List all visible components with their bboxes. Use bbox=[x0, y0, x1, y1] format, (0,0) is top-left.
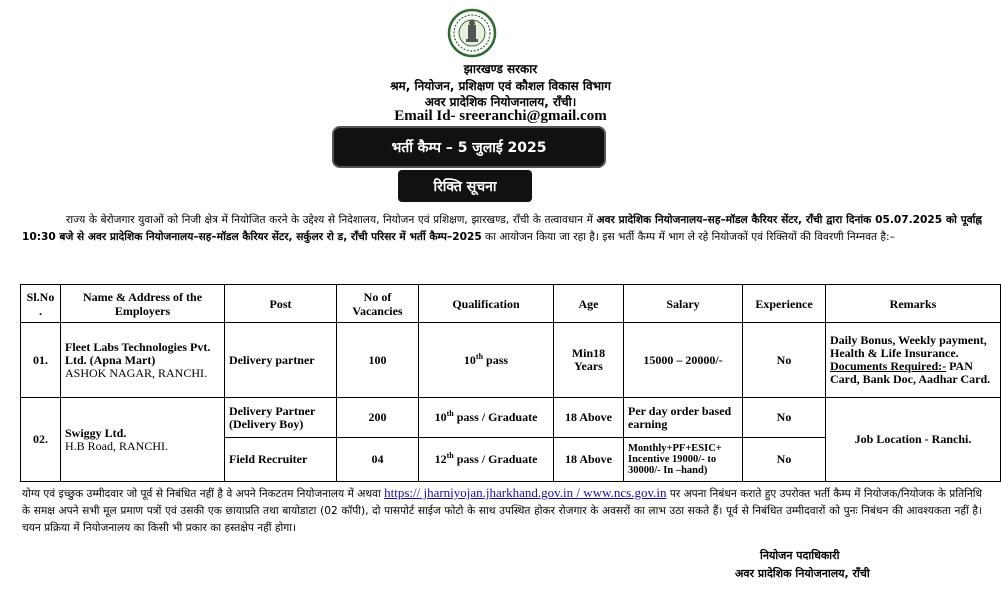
footer-text-2: पर अपना निबंधन कराते हुए उपरोक्त भर्ती कैम्प में नियोजक/नियोजक के प्रतिनिधि के समक्ष अपने सभी मूल प्रमाण पत्रों एवं उसकी एक छायाप्रति तथा बायोडाटा (02 कॉपी), दो पासपोर्ट साईज फोटो के साथ उपस्थित होकर रोजगार के अवसरों का लाभ उठा सकते हैं। पूर्व से निबंधित उम्मीदवारों को पुनः निबंधन की आवश्यकता नहीं है। चयन प्रक्रिया में नियोजनालय का किसी भी प्रकार का हस्तक्षेप नहीं होगा। bbox=[22, 488, 982, 534]
notice-title-banner: रिक्ति सूचना bbox=[398, 170, 532, 202]
footer-text-1: योग्य एवं इच्छुक उम्मीदवार जो पूर्व से निबंधित नहीं है वे अपने निकटतम नियोजनालय में अथवा bbox=[22, 488, 385, 500]
intro-text-1: राज्य के बेरोजगार युवाओं को निजी क्षेत्र में नियोजित करने के उद्देश्य से निदेशालय, नियोजन एवं प्रशिक्षण, झारखण्ड, राँची के तत्वावधान में bbox=[66, 214, 597, 226]
header-experience: Experience bbox=[743, 285, 826, 323]
row3-vacancies: 04 bbox=[337, 438, 419, 482]
jharkhand-emblem-icon bbox=[447, 8, 497, 58]
row1-employer-name: Fleet Labs Technologies Pvt. Ltd. (Apna Mart) bbox=[65, 339, 211, 367]
department-name: श्रम, नियोजन, प्रशिक्षण एवं कौशल विकास विभाग bbox=[390, 79, 611, 93]
row3-qualification bbox=[419, 438, 554, 482]
row3-post: Field Recruiter bbox=[225, 438, 337, 482]
row3-salary: Monthly+PF+ESIC+ Incentive 19000/- to 30000/- In –hand) bbox=[624, 438, 743, 482]
row3-qual-rest: pass / Graduate bbox=[453, 452, 538, 466]
office-name: अवर प्रादेशिक नियोजनालय, राँची। bbox=[424, 95, 577, 109]
row1-post: Delivery partner bbox=[225, 323, 337, 398]
intro-paragraph bbox=[22, 212, 982, 246]
row1-salary: 15000 – 20000/- bbox=[624, 323, 743, 398]
table-header-row bbox=[21, 285, 1001, 323]
row1-qual-sup: th bbox=[475, 351, 484, 361]
row2-employer bbox=[61, 398, 225, 482]
intro-text-2: का आयोजन किया जा रहा है। इस भर्ती कैम्प में भाग ले रहे नियोजकों एवं रिक्तियों की विवरणी निम्नवत है:– bbox=[481, 231, 895, 243]
email-id: Email Id- sreeranchi@gmail.com bbox=[394, 108, 607, 124]
row1-qual-rest: pass bbox=[483, 352, 509, 367]
row1-vacancies: 100 bbox=[337, 323, 419, 398]
signature-office: अवर प्रादेशिक नियोजनालय, राँची bbox=[735, 567, 870, 580]
row3-experience: No bbox=[743, 438, 826, 482]
row2-qual-rest: pass / Graduate bbox=[453, 410, 538, 424]
row3-qual-sup: th bbox=[446, 451, 454, 460]
row2-salary: Per day order based earning bbox=[624, 398, 743, 438]
table-row bbox=[21, 398, 1001, 438]
table-row bbox=[21, 323, 1001, 398]
row1-slno: 01. bbox=[21, 323, 61, 398]
row2-experience: No bbox=[743, 398, 826, 438]
row2-post: Delivery Partner (Delivery Boy) bbox=[225, 398, 337, 438]
row2-slno: 02. bbox=[21, 398, 61, 482]
govt-name: झारखण्ड सरकार bbox=[463, 62, 538, 76]
header-age: Age bbox=[554, 285, 624, 323]
row1-employer-address: ASHOK NAGAR, RANCHI. bbox=[65, 365, 208, 380]
header-salary: Salary bbox=[624, 285, 743, 323]
row3-qual-num: 12 bbox=[434, 452, 447, 466]
footer-paragraph bbox=[22, 484, 982, 537]
camp-title-banner: भर्ती कैम्प – 5 जुलाई 2025 bbox=[334, 128, 604, 166]
row1-age: Min18 Years bbox=[554, 323, 624, 398]
row2-qual-sup: th bbox=[446, 409, 454, 418]
row3-age: 18 Above bbox=[554, 438, 624, 482]
row2-age: 18 Above bbox=[554, 398, 624, 438]
row1-qualification bbox=[419, 323, 554, 398]
row2-qualification bbox=[419, 398, 554, 438]
row1-remarks bbox=[826, 323, 1001, 398]
registration-link[interactable]: https:// jharniyojan.jharkhand.gov.in / www.ncs.gov.in bbox=[384, 485, 667, 500]
row1-remarks-text: Daily Bonus, Weekly payment, Health & Life Insurance. bbox=[830, 333, 987, 360]
signature-designation: नियोजन पदाधिकारी bbox=[760, 549, 840, 562]
header-employer: Name & Address of the Employers bbox=[61, 285, 225, 323]
row2-remarks: Job Location - Ranchi. bbox=[826, 398, 1001, 482]
header-vacancies: No of Vacancies bbox=[337, 285, 419, 323]
intro-text-bold: अवर प्रादेशिक नियोजनालय–सह–मॉडल कैरियर सेंटर, राँची द्वारा दिनांक 05.07.2025 को पूर्वाह्न 10:30 बजे से अवर प्रादेशिक नियोजनालय–सह–मॉडल कैरियर सेंटर, सर्कुलर रो ड, राँची परिसर में भर्ती कैम्प–2025 bbox=[22, 214, 982, 243]
header-post: Post bbox=[225, 285, 337, 323]
row2-vacancies: 200 bbox=[337, 398, 419, 438]
row2-qual-num: 10 bbox=[434, 410, 447, 424]
row1-qual-num: 10 bbox=[463, 352, 476, 367]
row1-remarks-docs: PAN Card, Bank Doc, Aadhar Card. bbox=[830, 359, 991, 386]
header-remarks: Remarks bbox=[826, 285, 1001, 323]
header-qualification: Qualification bbox=[419, 285, 554, 323]
header-slno: Sl.No . bbox=[21, 285, 61, 323]
row2-employer-name: Swiggy Ltd. bbox=[65, 425, 127, 440]
row1-experience: No bbox=[743, 323, 826, 398]
vacancy-table bbox=[20, 284, 1001, 482]
row1-employer bbox=[61, 323, 225, 398]
row2-employer-address: H.B Road, RANCHI. bbox=[65, 438, 169, 453]
row1-remarks-underline: Documents Required:- bbox=[830, 359, 947, 373]
